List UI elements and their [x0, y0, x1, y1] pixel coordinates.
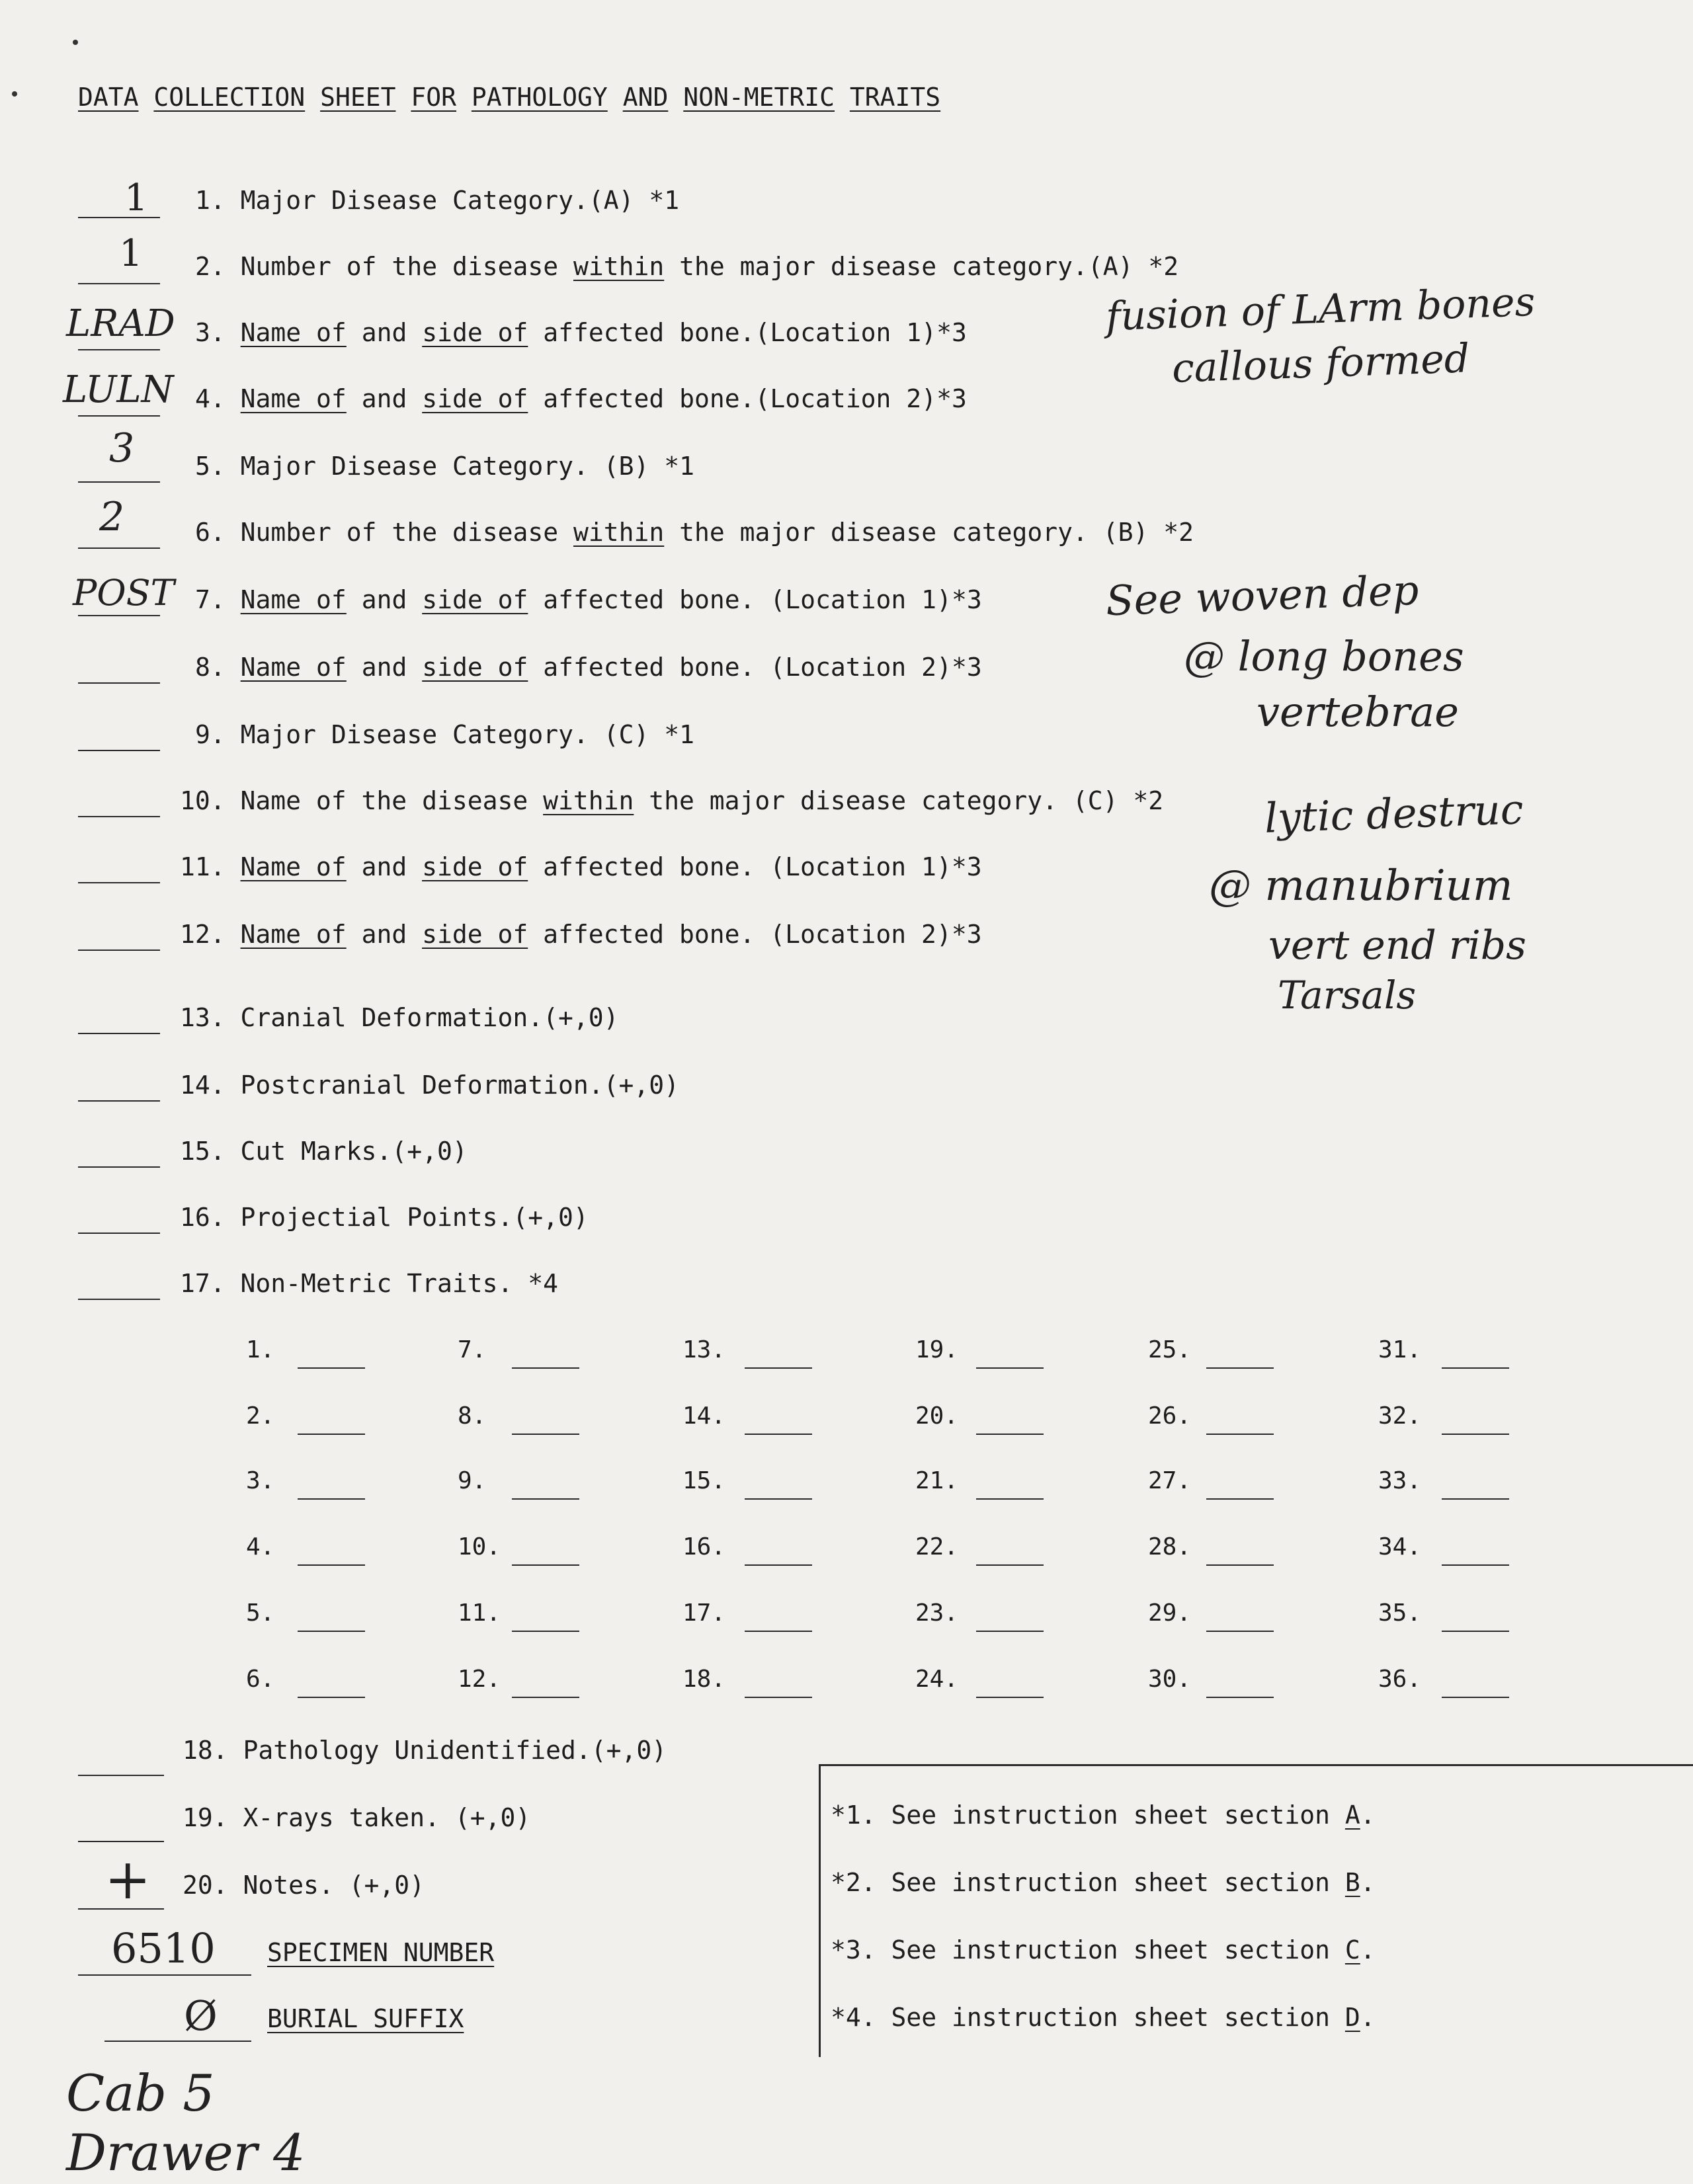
answer-blank-10[interactable]	[78, 816, 160, 817]
trait-answer-blank[interactable]	[1206, 1564, 1274, 1566]
answer-blank-5[interactable]	[78, 481, 160, 483]
trait-number: 27.	[1148, 1467, 1192, 1494]
trait-answer-blank[interactable]	[976, 1631, 1044, 1632]
handwritten-note: fusion of LArm bones	[1104, 278, 1536, 341]
trait-number: 3.	[246, 1467, 275, 1494]
handwritten-note: lytic destruc	[1263, 785, 1524, 842]
trait-number: 17.	[682, 1599, 726, 1627]
trait-answer-blank[interactable]	[1442, 1498, 1509, 1500]
title-word: TRAITS	[849, 83, 941, 112]
trait-number: 22.	[915, 1533, 959, 1560]
trait-number: 6.	[246, 1666, 275, 1693]
answer-blank-9[interactable]	[78, 750, 160, 751]
page-title	[78, 85, 940, 110]
trait-answer-blank[interactable]	[976, 1498, 1044, 1500]
handwritten-note: vert end ribs	[1268, 922, 1526, 969]
form-item-2: 2. Number of the disease within the major disease category.(A) *2	[195, 252, 1179, 281]
trait-answer-blank[interactable]	[512, 1631, 579, 1632]
form-item-16: 16. Projectial Points.(+,0)	[180, 1203, 589, 1232]
trait-number: 10.	[458, 1533, 501, 1560]
answer-blank-16[interactable]	[78, 1233, 160, 1234]
answer-blank-13[interactable]	[78, 1033, 160, 1034]
footnote-3: *3. See instruction sheet section C.	[831, 1935, 1376, 1964]
trait-number: 18.	[682, 1666, 726, 1693]
trait-number: 16.	[682, 1533, 726, 1560]
form-item-1: 1. Major Disease Category.(A) *1	[195, 186, 680, 215]
trait-number: 32.	[1378, 1402, 1422, 1430]
form-item-9: 9. Major Disease Category. (C) *1	[195, 720, 694, 749]
trait-answer-blank[interactable]	[512, 1498, 579, 1500]
answer-2-value: 1	[119, 232, 143, 275]
trait-number: 34.	[1378, 1533, 1422, 1560]
answer-blank-17[interactable]	[78, 1299, 160, 1300]
answer-3-value: LRAD	[66, 302, 175, 345]
handwritten-note: @ manubrium	[1209, 862, 1513, 910]
handwritten-note: Drawer 4	[66, 2123, 306, 2182]
trait-number: 31.	[1378, 1336, 1422, 1363]
title-word: SHEET	[320, 83, 396, 112]
form-item-20: 20. Notes. (+,0)	[183, 1871, 425, 1900]
answer-blank-8[interactable]	[78, 682, 160, 684]
trait-number: 29.	[1148, 1599, 1192, 1627]
form-item-11: 11. Name of and side of affected bone. (Location 1)*3	[180, 852, 982, 881]
trait-number: 7.	[458, 1336, 487, 1363]
answer-blank-12[interactable]	[78, 950, 160, 951]
form-item-5: 5. Major Disease Category. (B) *1	[195, 452, 694, 481]
trait-answer-blank[interactable]	[976, 1697, 1044, 1698]
title-word: COLLECTION	[153, 83, 306, 112]
handwritten-note: Tarsals	[1278, 973, 1417, 1018]
form-item-18: 18. Pathology Unidentified.(+,0)	[183, 1736, 667, 1765]
trait-number: 15.	[682, 1467, 726, 1494]
trait-answer-blank[interactable]	[976, 1367, 1044, 1369]
trait-number: 5.	[246, 1599, 275, 1627]
trait-answer-blank[interactable]	[745, 1631, 812, 1632]
trait-number: 25.	[1148, 1336, 1192, 1363]
trait-answer-blank[interactable]	[1206, 1631, 1274, 1632]
form-item-10: 10. Name of the disease within the major disease category. (C) *2	[180, 786, 1164, 815]
answer-1-value: 1	[124, 177, 148, 220]
trait-number: 4.	[246, 1533, 275, 1560]
trait-number: 26.	[1148, 1402, 1192, 1430]
handwritten-note: vertebrae	[1257, 688, 1459, 736]
answer-blank-4[interactable]	[78, 415, 160, 417]
burial-suffix-blank[interactable]	[104, 2041, 251, 2042]
answer-5-value: 3	[109, 425, 135, 471]
answer-6-value: 2	[99, 494, 125, 540]
footnote-2: *2. See instruction sheet section B.	[831, 1868, 1376, 1897]
trait-answer-blank[interactable]	[512, 1564, 579, 1566]
trait-answer-blank[interactable]	[298, 1498, 365, 1500]
trait-answer-blank[interactable]	[1206, 1367, 1274, 1369]
form-item-3: 3. Name of and side of affected bone.(Location 1)*3	[195, 318, 967, 347]
trait-number: 33.	[1378, 1467, 1422, 1494]
trait-number: 35.	[1378, 1599, 1422, 1627]
title-word: NON-METRIC	[683, 83, 835, 112]
trait-number: 2.	[246, 1402, 275, 1430]
trait-answer-blank[interactable]	[745, 1498, 812, 1500]
specimen-number-label: SPECIMEN NUMBER	[267, 1938, 495, 1967]
trait-number: 9.	[458, 1467, 487, 1494]
burial-suffix-label: BURIAL SUFFIX	[267, 2004, 464, 2033]
form-item-12: 12. Name of and side of affected bone. (Location 2)*3	[180, 920, 982, 949]
form-item-4: 4. Name of and side of affected bone.(Location 2)*3	[195, 384, 967, 413]
form-item-17: 17. Non-Metric Traits. *4	[180, 1269, 558, 1298]
trait-number: 23.	[915, 1599, 959, 1627]
title-word: DATA	[78, 83, 139, 112]
title-word: AND	[622, 83, 669, 112]
form-item-6: 6. Number of the disease within the major disease category. (B) *2	[195, 518, 1194, 547]
trait-answer-blank[interactable]	[976, 1434, 1044, 1435]
trait-answer-blank[interactable]	[298, 1697, 365, 1698]
trait-answer-blank[interactable]	[1442, 1367, 1509, 1369]
answer-blank-6[interactable]	[78, 547, 160, 549]
answer-blank-18[interactable]	[78, 1775, 164, 1776]
answer-blank-3[interactable]	[78, 349, 160, 350]
trait-answer-blank[interactable]	[1442, 1564, 1509, 1566]
handwritten-note: See woven dep	[1104, 565, 1420, 626]
answer-blank-2[interactable]	[78, 283, 160, 284]
specimen-number-value: 6510	[111, 1924, 216, 1972]
trait-answer-blank[interactable]	[512, 1434, 579, 1435]
handwritten-note: @ long bones	[1184, 632, 1464, 680]
stray-mark-dot	[73, 40, 78, 45]
footnote-1: *1. See instruction sheet section A.	[831, 1800, 1376, 1830]
trait-answer-blank[interactable]	[298, 1434, 365, 1435]
answer-blank-19[interactable]	[78, 1841, 164, 1842]
answer-blank-15[interactable]	[78, 1166, 160, 1168]
answer-blank-7[interactable]	[78, 615, 160, 616]
burial-suffix-value: Ø	[184, 1992, 218, 2040]
trait-answer-blank[interactable]	[1206, 1498, 1274, 1500]
trait-number: 20.	[915, 1402, 959, 1430]
trait-answer-blank[interactable]	[1442, 1697, 1509, 1698]
trait-answer-blank[interactable]	[1442, 1631, 1509, 1632]
trait-answer-blank[interactable]	[298, 1631, 365, 1632]
trait-number: 14.	[682, 1402, 726, 1430]
trait-answer-blank[interactable]	[1206, 1434, 1274, 1435]
stray-mark-dot	[12, 91, 17, 97]
trait-number: 13.	[682, 1336, 726, 1363]
handwritten-note: Cab 5	[66, 2064, 215, 2123]
trait-answer-blank[interactable]	[1206, 1697, 1274, 1698]
answer-7-value: POST	[73, 572, 175, 614]
trait-answer-blank[interactable]	[1442, 1434, 1509, 1435]
answer-4-value: LULN	[63, 368, 174, 411]
trait-number: 8.	[458, 1402, 487, 1430]
answer-20-value: +	[104, 1847, 151, 1912]
trait-number: 28.	[1148, 1533, 1192, 1560]
trait-number: 24.	[915, 1666, 959, 1693]
trait-number: 30.	[1148, 1666, 1192, 1693]
trait-answer-blank[interactable]	[512, 1367, 579, 1369]
trait-number: 19.	[915, 1336, 959, 1363]
answer-blank-11[interactable]	[78, 882, 160, 883]
form-item-13: 13. Cranial Deformation.(+,0)	[180, 1003, 619, 1032]
trait-number: 21.	[915, 1467, 959, 1494]
trait-answer-blank[interactable]	[512, 1697, 579, 1698]
trait-number: 36.	[1378, 1666, 1422, 1693]
title-word: PATHOLOGY	[471, 83, 608, 112]
form-item-8: 8. Name of and side of affected bone. (Location 2)*3	[195, 653, 982, 682]
form-item-15: 15. Cut Marks.(+,0)	[180, 1137, 468, 1166]
footnote-4: *4. See instruction sheet section D.	[831, 2003, 1376, 2032]
trait-answer-blank[interactable]	[745, 1434, 812, 1435]
trait-answer-blank[interactable]	[745, 1367, 812, 1369]
trait-number: 11.	[458, 1599, 501, 1627]
trait-answer-blank[interactable]	[745, 1697, 812, 1698]
trait-number: 1.	[246, 1336, 275, 1363]
trait-answer-blank[interactable]	[976, 1564, 1044, 1566]
specimen-number-blank[interactable]	[78, 1974, 251, 1976]
answer-blank-14[interactable]	[78, 1100, 160, 1102]
trait-number: 12.	[458, 1666, 501, 1693]
form-item-14: 14. Postcranial Deformation.(+,0)	[180, 1071, 679, 1100]
form-item-19: 19. X-rays taken. (+,0)	[183, 1803, 531, 1832]
trait-answer-blank[interactable]	[298, 1564, 365, 1566]
trait-answer-blank[interactable]	[745, 1564, 812, 1566]
title-word: FOR	[411, 83, 456, 112]
handwritten-note: callous formed	[1171, 335, 1471, 392]
form-item-7: 7. Name of and side of affected bone. (Location 1)*3	[195, 585, 982, 614]
trait-answer-blank[interactable]	[298, 1367, 365, 1369]
